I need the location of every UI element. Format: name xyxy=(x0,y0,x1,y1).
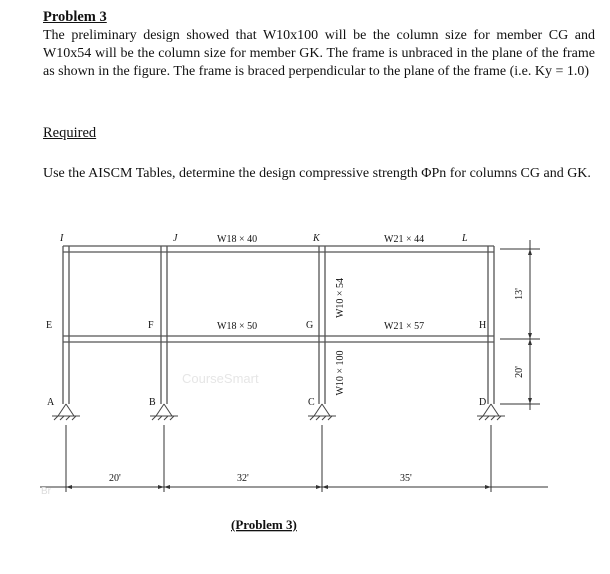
support-a xyxy=(52,404,80,420)
task-statement: Use the AISCM Tables, determine the design compressive strength ΦPn for columns CG and GK. xyxy=(43,166,591,181)
span-label-bc: 32' xyxy=(237,473,249,484)
beam-label-mid-left: W18 × 50 xyxy=(217,321,258,332)
height-label-upper: 13' xyxy=(514,288,525,300)
columns xyxy=(63,246,494,404)
beam-label-top-right: W21 × 44 xyxy=(384,234,425,245)
column-label-upper: W10 × 54 xyxy=(335,277,346,319)
height-dimension xyxy=(500,240,540,410)
required-heading: Required xyxy=(43,125,97,141)
span-label-cd: 35' xyxy=(400,473,412,484)
node-label-g: G xyxy=(306,320,314,331)
beams xyxy=(63,246,494,342)
node-label-f: F xyxy=(148,320,154,331)
problem-statement: The preliminary design showed that W10x100 will be the column size for member CG and W10x54 will be the column size for member GK. The frame is unbraced in the plane of the frame as shown in the figure. The frame is braced perpendicular to the plane of the frame (i.e. Ky = 1.0) xyxy=(43,28,595,79)
figure-caption: (Problem 3) xyxy=(231,517,297,532)
node-label-h: H xyxy=(479,320,487,331)
node-label-b: B xyxy=(149,397,156,408)
height-label-lower: 20' xyxy=(514,366,525,378)
column-label-lower: W10 × 100 xyxy=(335,350,346,396)
beam-label-mid-right: W21 × 57 xyxy=(384,321,425,332)
node-label-i: I xyxy=(60,233,64,244)
span-label-ab: 20' xyxy=(109,473,121,484)
beam-label-top-left: W18 × 40 xyxy=(217,234,258,245)
problem-heading: Problem 3 xyxy=(43,9,107,25)
node-label-c: C xyxy=(308,397,315,408)
node-label-j: J xyxy=(173,233,178,244)
pin-supports xyxy=(52,404,505,420)
node-label-e: E xyxy=(46,320,53,331)
node-label-a: A xyxy=(47,397,55,408)
corner-watermark: Br xyxy=(41,486,51,497)
node-label-l: L xyxy=(462,233,468,244)
node-label-d: D xyxy=(479,397,487,408)
coursesmart-watermark: CourseSmart xyxy=(182,371,259,386)
node-label-k: K xyxy=(313,233,320,244)
